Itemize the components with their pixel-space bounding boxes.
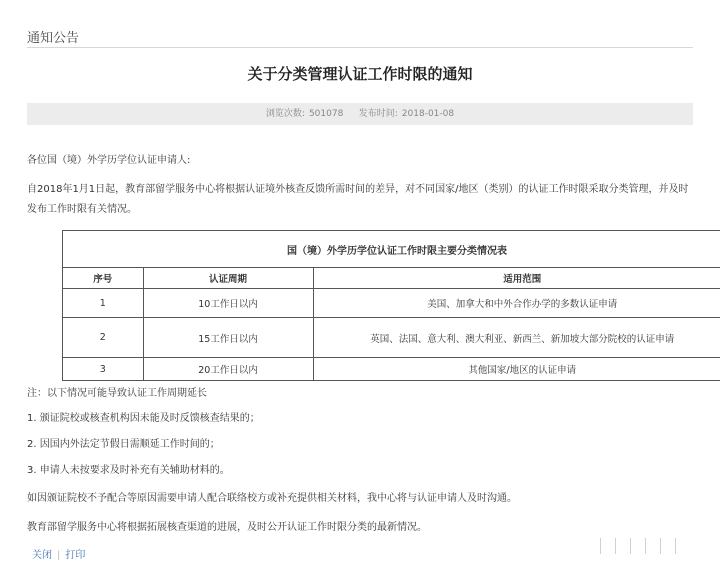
note-item: 3. 申请人未按要求及时补充有关辅助材料的。 (27, 465, 230, 476)
footer-actions (32, 546, 85, 561)
intro-paragraph: 自2018年1月1日起，教育部留学服务中心将根据认证境外核查反馈所需时间的差异，对不同国家/地区（类别）的认证工作时限采取分类管理，并及时发布工作时限有关情况。 (27, 184, 689, 215)
date-label: 发布时间: (358, 109, 398, 119)
notes-heading: 注：以下情况可能导致认证工作周期延长 (27, 388, 207, 399)
share-divider (645, 538, 646, 554)
note-item: 2. 因国内外法定节假日需顺延工作时间的； (27, 439, 220, 450)
table-caption: 国（境）外学历学位认证工作时限主要分类情况表 (63, 231, 720, 268)
link-separator: | (57, 550, 61, 561)
share-divider (675, 538, 676, 554)
table-row (63, 289, 720, 318)
share-toolbar (600, 538, 676, 554)
row-number: 3 (63, 358, 144, 381)
classification-table (62, 230, 720, 381)
share-divider (600, 538, 601, 554)
row-period: 10工作日以内 (143, 289, 313, 318)
followup-paragraph: 如因颁证院校不予配合等原因需要申请人配合联络校方或补充提供相关材料，我中心将与认证申请人及时沟通。 (27, 493, 517, 504)
table-row (63, 318, 720, 358)
section-divider (27, 47, 693, 48)
column-header-no: 序号 (63, 268, 144, 289)
article-meta-bar (27, 103, 693, 125)
views-count: 501078 (308, 109, 344, 119)
row-number: 1 (63, 289, 144, 318)
column-header-scope: 适用范围 (313, 268, 720, 289)
share-divider (615, 538, 616, 554)
row-period: 20工作日以内 (143, 358, 313, 381)
row-period: 15工作日以内 (143, 318, 313, 358)
share-divider (630, 538, 631, 554)
column-header-period: 认证周期 (143, 268, 313, 289)
close-link[interactable]: 关闭 (32, 550, 52, 561)
article-title: 关于分类管理认证工作时限的通知 (247, 65, 473, 83)
row-scope: 英国、法国、意大利、澳大利亚、新西兰、新加坡大部分院校的认证申请 (313, 318, 720, 358)
section-title: 通知公告 (27, 31, 80, 46)
print-link[interactable]: 打印 (65, 550, 86, 561)
closing-paragraph: 教育部留学服务中心将根据拓展核查渠道的进展，及时公开认证工作时限分类的最新情况。 (27, 522, 427, 533)
row-scope: 美国、加拿大和中外合作办学的多数认证申请 (313, 289, 720, 318)
views-label: 浏览次数: (265, 109, 305, 119)
table-row (63, 358, 720, 381)
row-number: 2 (63, 318, 144, 358)
greeting: 各位国（境）外学历学位认证申请人: (27, 155, 191, 166)
row-scope: 其他国家/地区的认证申请 (313, 358, 720, 381)
publish-date: 2018-01-08 (401, 109, 455, 119)
share-divider (660, 538, 661, 554)
note-item: 1. 颁证院校或核查机构因未能及时反馈核查结果的； (27, 413, 260, 424)
